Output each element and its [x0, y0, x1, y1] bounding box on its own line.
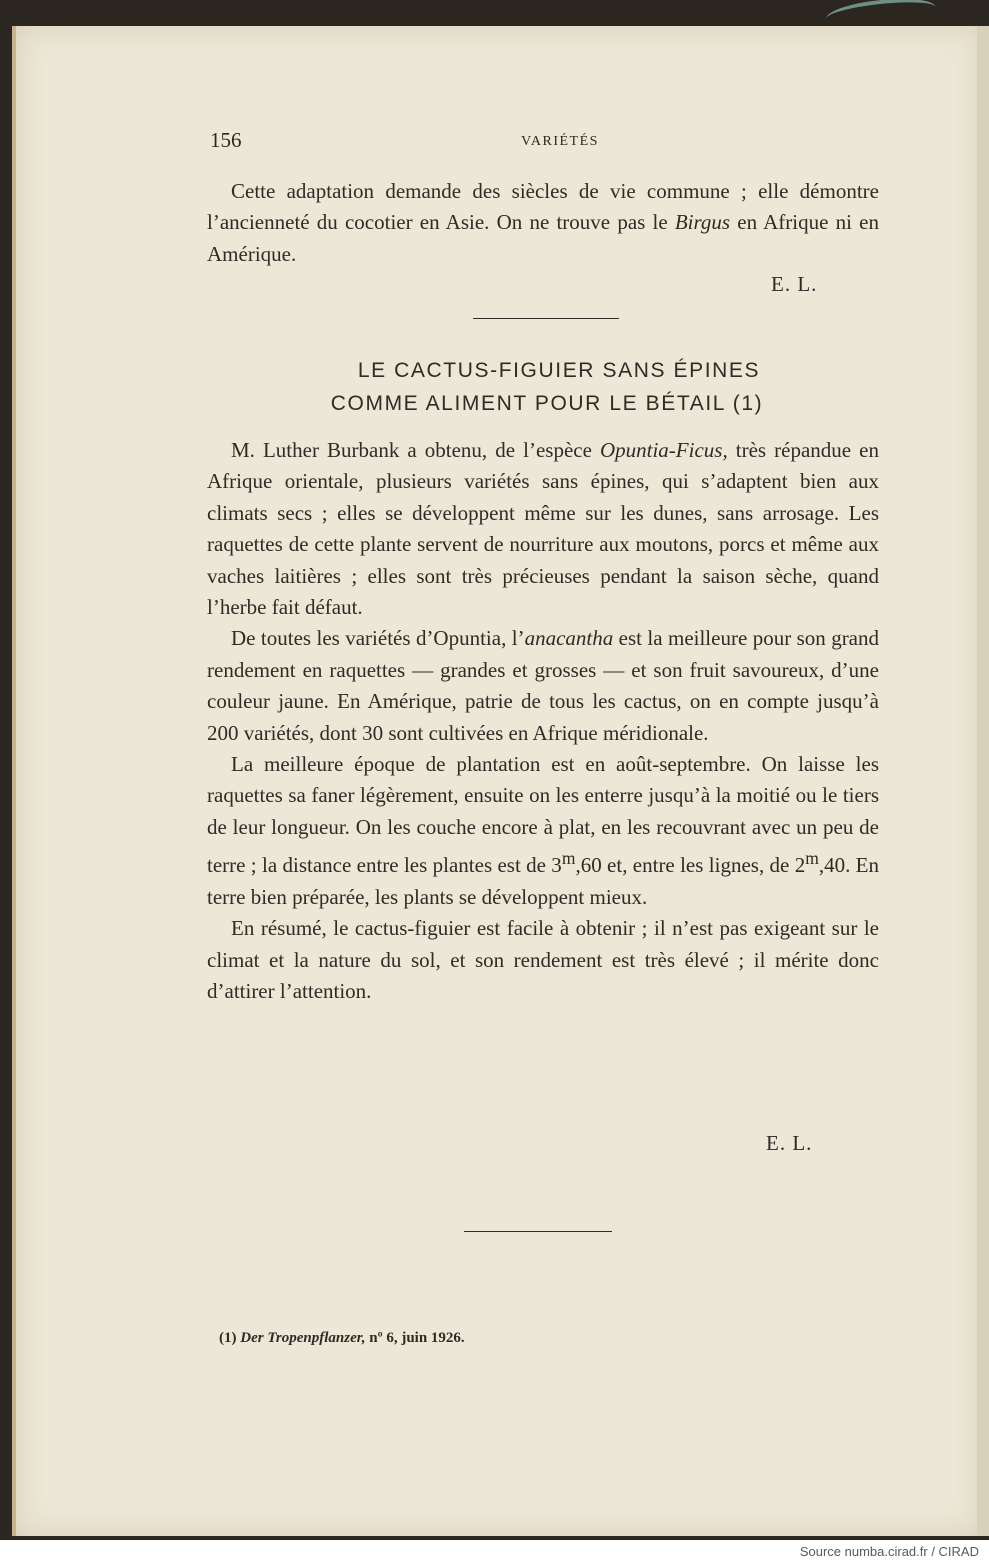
- article-paragraph-1: [207, 435, 879, 623]
- text-run: en Afrique ni en Amérique.: [207, 210, 879, 266]
- previous-article-paragraph: [207, 176, 879, 270]
- footnote-marker: (1): [219, 1330, 241, 1346]
- footnote: [219, 1330, 465, 1347]
- previous-article-ending: [207, 176, 879, 270]
- italic-term: Opuntia-Ficus,: [599, 438, 728, 462]
- article-paragraph-3: [207, 749, 879, 913]
- italic-term: anacantha: [524, 626, 614, 651]
- italic-term: Birgus: [674, 210, 731, 235]
- article-signature: E. L.: [766, 1131, 813, 1155]
- section-divider: [473, 318, 619, 319]
- footnote-details: nº 6, juin 1926.: [365, 1330, 465, 1346]
- article-paragraph-4: En résumé, le cactus-figuier est facile à obtenir ; il n’est pas exigeant sur le climat et la nature du sol, et son rendement est très élevé ; il mérite donc d’attirer l’attention.: [207, 916, 879, 1003]
- page-header: [210, 128, 880, 152]
- running-title: VARIÉTÉS: [521, 134, 599, 149]
- text-run: très répandue en Afrique orientale, plusieurs variétés sans épines, qui s’adaptent bien aux climats secs ; elles se développent même sur les dunes, sans arrosage. Les raquettes de cette plante servent de nourriture aux moutons, porcs et même aux vaches laitières ; elles sont très précieuses pendant la saison sèche, quand l’herbe fait défaut.: [207, 438, 879, 620]
- text-run: De toutes les variétés d’Opuntia, l’: [231, 626, 525, 651]
- text-run: M. Luther Burbank a obtenu, de l’espèce: [231, 438, 600, 462]
- article-title-line2: COMME ALIMENT POUR LE BÉTAIL (1): [330, 392, 764, 415]
- text-run: ,60 et, entre les lignes, de 2: [575, 853, 806, 878]
- footnote-divider: [464, 1231, 612, 1232]
- text-run: ,40. En terre bien préparée, les plants se développent mieux.: [207, 853, 880, 909]
- text-run: Cette adaptation demande des siècles de vie commune ; elle démontre l’ancienneté du cocotier en Asie. On ne trouve pas le: [207, 179, 879, 235]
- article-paragraph-2: [207, 623, 879, 749]
- article-body: [207, 435, 879, 1007]
- superscript: m: [805, 848, 819, 869]
- article-title-line1: LE CACTUS-FIGUIER SANS ÉPINES: [357, 359, 761, 382]
- superscript: m: [561, 848, 576, 869]
- footnote-journal: Der Tropenpflanzer,: [240, 1330, 366, 1346]
- page-edge: [977, 26, 989, 1536]
- page-number: 156: [210, 128, 242, 152]
- previous-article-signature: E. L.: [771, 272, 818, 296]
- text-run: La meilleure époque de plantation est en août-septembre. On laisse les raquettes sa faner légèrement, ensuite on les enterre jusqu’à la moitié ou le tiers de leur longueur. On les couche encore à plat, en les recouvrant avec un peu de terre ; la distance entre les plantes est de 3: [207, 752, 879, 878]
- source-credit: Source numba.cirad.fr / CIRAD: [799, 1544, 979, 1559]
- text-run: est la meilleure pour son grand rendement en raquettes — grandes et grosses — et son fruit savoureux, d’une couleur jaune. En Amérique, patrie de tous les cactus, on en compte jusqu’à 200 variétés, dont 30 sont cultivées en Afrique méridionale.: [207, 626, 880, 745]
